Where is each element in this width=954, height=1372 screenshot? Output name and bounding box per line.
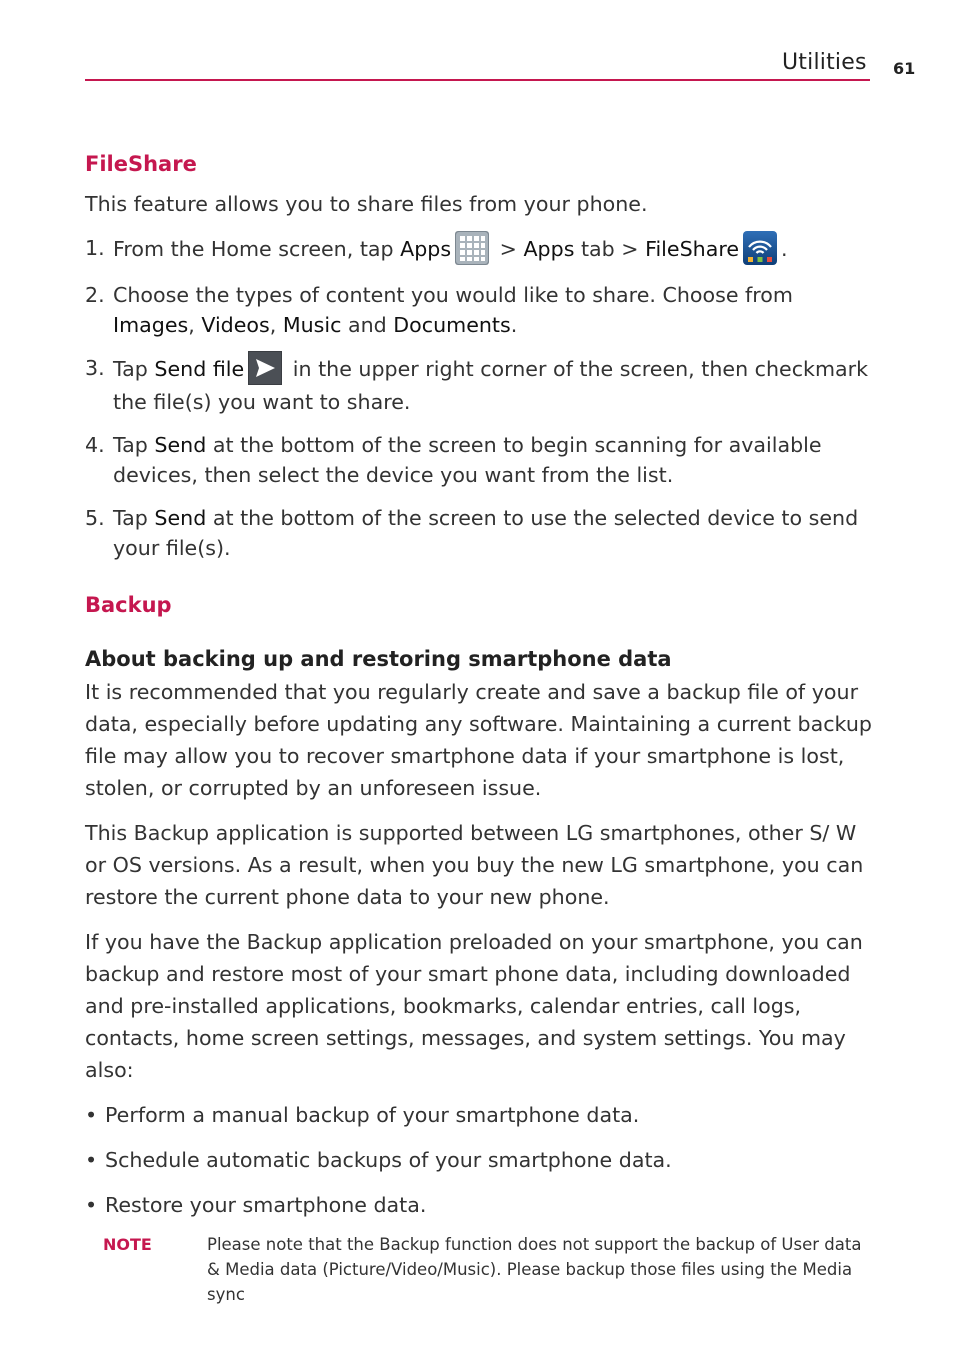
documents-term: Documents (393, 313, 511, 337)
fileshare-icon (743, 231, 777, 265)
step-text-part: Tap (113, 433, 155, 457)
step-text-part: and (341, 313, 394, 337)
step-number: 1. (85, 236, 105, 260)
send-file-icon (248, 351, 282, 385)
bullet-dot: • (85, 1148, 98, 1172)
backup-bullet-list (85, 1100, 875, 1220)
videos-term: Videos (201, 313, 270, 337)
step-text-part: From the Home screen, tap (113, 237, 401, 261)
step-text (113, 503, 875, 563)
images-term: Images (113, 313, 189, 337)
backup-heading: Backup (85, 593, 172, 617)
list-item-text: Restore your smartphone data. (105, 1193, 427, 1217)
list-item-text: Perform a manual backup of your smartphone data. (105, 1103, 640, 1127)
step-text-part: > (493, 237, 524, 261)
step-text-part: , (269, 313, 283, 337)
fileshare-steps (85, 233, 875, 563)
step-text-part: tab > (574, 237, 646, 261)
step-text-part: in the upper right corner of the screen, then checkmark the file(s) you want to share. (113, 357, 869, 414)
bullet-dot: • (85, 1103, 98, 1127)
step-number: 4. (85, 433, 105, 457)
backup-subheading: About backing up and restoring smartphone data (85, 647, 672, 671)
step-text-part: at the bottom of the screen to begin scanning for available devices, then select the device you want from the list. (113, 433, 822, 487)
fileshare-intro: This feature allows you to share files from your phone. (85, 192, 648, 216)
step-number: 2. (85, 283, 105, 307)
step-text-part: Choose the types of content you would like to share. Choose from (113, 283, 793, 307)
step-text (113, 280, 875, 340)
send-file-term: Send file (154, 357, 245, 381)
list-item (85, 1190, 875, 1220)
note-label: NOTE (103, 1235, 152, 1254)
apps-grid-icon (455, 231, 489, 265)
bullet-dot: • (85, 1193, 98, 1217)
step-text (113, 353, 875, 417)
step-text (113, 430, 875, 490)
list-item-text: Schedule automatic backups of your smartphone data. (105, 1148, 672, 1172)
step-1 (85, 233, 875, 267)
apps-term: Apps (400, 237, 452, 261)
note-box (103, 1232, 875, 1307)
section-title: Utilities (782, 50, 867, 75)
fileshare-heading: FileShare (85, 152, 197, 176)
step-2 (85, 280, 875, 340)
list-item (85, 1100, 875, 1130)
send-term: Send (154, 433, 207, 457)
step-text-part: . (781, 237, 788, 261)
step-5 (85, 503, 875, 563)
step-text-part: at the bottom of the screen to use the selected device to send your file(s). (113, 506, 859, 560)
apps-tab-term: Apps (523, 237, 575, 261)
page-number: 61 (893, 59, 916, 78)
send-term: Send (154, 506, 207, 530)
note-text: Please note that the Backup function does not support the backup of User data & Media data (Picture/Video/Music). Please backup those files using the Media sync (207, 1235, 862, 1304)
page-content (85, 149, 875, 1307)
step-text-part: , (188, 313, 202, 337)
backup-paragraph-2: This Backup application is supported between LG smartphones, other S/ W or OS versions. As a result, when you buy the new LG smartphone, you can restore the current phone data to your new phone. (85, 821, 864, 909)
step-number: 3. (85, 356, 105, 380)
list-item (85, 1145, 875, 1175)
step-text-part: Tap (113, 357, 155, 381)
step-text (113, 233, 875, 267)
step-text-part: . (510, 313, 518, 337)
music-term: Music (282, 313, 342, 337)
header-rule (85, 79, 870, 81)
step-3 (85, 353, 875, 417)
step-4 (85, 430, 875, 490)
step-number: 5. (85, 506, 105, 530)
step-text-part: Tap (113, 506, 155, 530)
backup-paragraph-1: It is recommended that you regularly create and save a backup file of your data, especially before updating any software. Maintaining a current backup file may allow you to recover smartphone data if your smartphone is lost, stolen, or corrupted by an unforeseen issue. (85, 680, 872, 800)
backup-paragraph-3: If you have the Backup application preloaded on your smartphone, you can backup and restore most of your smart phone data, including downloaded and pre-installed applications, bookmarks, calendar entries, call logs, contacts, home screen settings, messages, and system settings. You may also: (85, 930, 863, 1082)
fileshare-term: FileShare (645, 237, 739, 261)
